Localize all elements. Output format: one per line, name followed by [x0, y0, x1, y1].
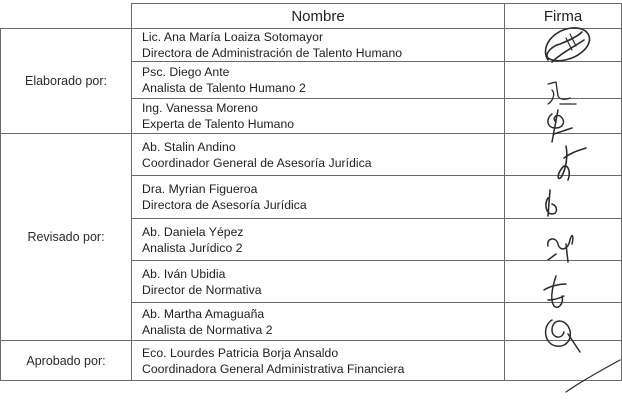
person-name: Dra. Myrian Figueroa: [142, 182, 258, 196]
role-aprobado: Aprobado por:: [1, 341, 132, 381]
person-title: Directora de Asesoría Jurídica: [142, 198, 307, 212]
person-title: Director de Normativa: [142, 282, 262, 297]
table-row: [1, 29, 622, 62]
person-name: Ab. Stalin Andino: [142, 139, 236, 154]
person-title: Analista de Normativa 2: [142, 322, 273, 337]
signature-cell: [505, 99, 622, 134]
person-title: Coordinadora General Administrativa Financiera: [142, 361, 405, 376]
table-row: [1, 134, 622, 176]
person-cell: [132, 341, 505, 381]
signature-cell: [505, 261, 622, 303]
signature-column-header: Firma: [505, 4, 622, 29]
person-cell: [132, 176, 505, 219]
table-row: [1, 341, 622, 381]
person-name: Ing. Vanessa Moreno: [142, 101, 258, 115]
person-cell: [132, 99, 505, 134]
signature-cell: [505, 341, 622, 381]
person-name: Eco. Lourdes Patricia Borja Ansaldo: [142, 345, 339, 360]
role-elaborado: Elaborado por:: [1, 29, 132, 134]
person-name: Ab. Iván Ubidia: [142, 266, 226, 281]
signature-cell: [505, 176, 622, 219]
approval-signature-table: [0, 3, 622, 381]
signature-cell: [505, 219, 622, 261]
person-title: Analista Jurídico 2: [142, 240, 243, 255]
signature-cell: [505, 62, 622, 99]
person-cell: [132, 261, 505, 303]
person-name: Lic. Ana María Loaiza Sotomayor: [142, 30, 324, 44]
person-title: Coordinador General de Asesoría Jurídica: [142, 155, 372, 170]
person-title: Directora de Administración de Talento Humano: [142, 46, 403, 60]
header-blank-cell: [1, 4, 132, 29]
signature-cell: [505, 134, 622, 176]
role-revisado: Revisado por:: [1, 134, 132, 341]
person-name: Psc. Diego Ante: [142, 65, 230, 79]
table-header-row: [1, 4, 622, 29]
signature-cell: [505, 303, 622, 341]
person-cell: [132, 303, 505, 341]
name-column-header: Nombre: [132, 4, 505, 29]
person-name: Ab. Daniela Yépez: [142, 224, 244, 239]
person-title: Analista de Talento Humano 2: [142, 81, 306, 95]
person-title: Experta de Talento Humano: [142, 117, 295, 131]
person-cell: [132, 29, 505, 62]
person-cell: [132, 62, 505, 99]
signature-cell: [505, 29, 622, 62]
person-cell: [132, 134, 505, 176]
person-cell: [132, 219, 505, 261]
person-name: Ab. Martha Amaguaña: [142, 306, 265, 321]
